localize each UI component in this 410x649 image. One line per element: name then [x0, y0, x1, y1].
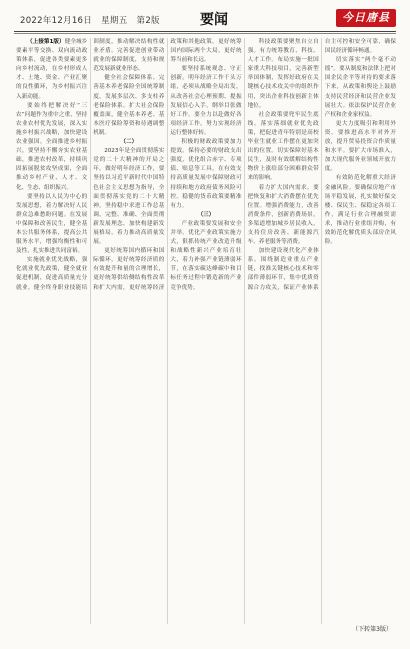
issue-weekday: 星期五 [101, 16, 128, 26]
issue-date: 2022年12月16日 [20, 16, 93, 26]
paragraph: 切实落实“两个毫不动摇”。要从制度和法律上把对国企民企平等对待的要求落下来，从政策和舆论上鼓励支持民营经济和民营企业发展壮大。依法保护民营企业产权和企业家权益。 [324, 57, 396, 118]
continued-from-tag: （上接第1版） [27, 39, 65, 45]
page-number: 第2版 [136, 16, 160, 26]
paragraph: 着力扩大国内需求。要把恢复和扩大消费摆在优先位置。增强消费能力，改善消费条件，创新消费场景。多渠道增加城乡居民收入，支持住房改善、新能源汽车、养老服务等消费。 [247, 184, 319, 246]
paragraph: 更好统筹国内循环和国际循环，更好统筹经济质的有效提升和量的合理增长，更好统筹供给侧结构性改革和扩大内需，更好统筹经济政策和其他政策，更好统筹国内国际两个大局，更好统筹当前和长远。 [93, 39, 242, 291]
paragraph: 社会政策要兜牢民生底线。落实落细就业优先政策，把促进青年特别是高校毕业生就业工作摆在更加突出的位置。切实保障好基本民生，及时有效缓解结构性物价上涨给部分困难群众带来的影响。 [247, 111, 319, 182]
paragraph: 2023年是全面贯彻落实党的二十大精神的开局之年。做好明年经济工作，要坚持以习近平新时代中国特色社会主义思想为指导，全面贯彻落实党的二十大精神，坚持稳中求进工作总基调，完整、准确、全面贯彻新发展理念，加快构建新发展格局，着力推动高质量发展。 [93, 148, 165, 246]
paragraph: （上接第1版）健全城乡要素平等交换、双向流动政策体系，促进各类要素更多向乡村流动，在乡村形成人才、土地、资金、产业汇聚的良性循环，为乡村振兴注入新动能。 [16, 39, 88, 100]
newspaper-logo: 今日唐县 [336, 9, 396, 27]
header-rule [14, 31, 396, 32]
paragraph: 加快建设现代化产业体系。围绕制造业重点产业链，找准关键核心技术和零部件薄弱环节，集中优质资源合力攻关，保证产业体系自主可控和安全可靠，确保国民经济循环畅通。 [247, 39, 396, 291]
section-title: 要闻 [200, 12, 228, 28]
paragraph: 积极的财政政策要加力提效。保持必要的财政支出强度，优化组合赤字、专项债、贴息等工具，在有效支持高质量发展中保障财政可持续和地方政府债务风险可控。稳健的货币政策要精准有力。 [170, 139, 242, 209]
paragraph: 要坚持系统观念、守正创新。明年经济工作千头万绪，必须从战略全局出发，从改善社会心理预期、提振发展信心入手，纲举目张做好工作。要全力以赴做好各项经济工作，努力实现经济运行整体好转。 [170, 66, 242, 136]
paragraph: 更大力度吸引和利用外资。要推进高水平对外开放，提升贸易投资合作质量和水平。要扩大市场准入，加大现代服务业领域开放力度。 [324, 120, 396, 173]
header-rule-thin [14, 33, 396, 34]
paragraph: 健全社会保障体系。完善基本养老保险全国统筹制度，发展多层次、多支柱养老保险体系。扩大社会保险覆盖面，健全基本养老、基本医疗保险筹资和待遇调整机制。 [93, 75, 165, 136]
article-body [16, 38, 396, 624]
section-subhead: （二） [120, 139, 138, 146]
date-line [20, 14, 166, 26]
paragraph: 科技政策要聚焦自立自强。有力统筹教育、科技、人才工作。布局实施一批国家重大科技项目，完善新型举国体制，发挥好政府在关键核心技术攻关中的组织作用，突出企业科技创新主体地位。 [247, 39, 319, 109]
paragraph: 要坚持以人民为中心的发展思想，着力解决好人民群众急难愁盼问题。在发展中保障和改善民生，健全基本公共服务体系，提高公共服务水平，增强均衡性和可及性，扎实推进共同富裕。 [16, 193, 88, 255]
continued-on-note: （下转第3版） [352, 626, 392, 633]
masthead [14, 6, 396, 34]
paragraph: 实施就业优先战略，强化就业优先政策，健全就业促进机制，促进高质量充分就业。健全终身职业技能培训制度，推动解决结构性就业矛盾。完善促进创业带动就业的保障制度，支持和规范发展新就业形态。 [16, 39, 165, 291]
paragraph: 产业政策要发展和安全并举。优化产业政策实施方式，狠抓传统产业改造升级和战略性新兴产业培育壮大，着力补强产业链薄弱环节，在落实碳达峰碳中和目标任务过程中锻造新的产业竞争优势。 [170, 220, 242, 291]
paragraph: 要始终把解决好“三农”问题作为重中之重，坚持农业农村优先发展，深入实施乡村振兴战略，加快建设农业强国。全面推进乡村振兴，要坚持不懈夯实农业基础，推进农村改革，持续巩固拓展脱贫攻坚成果，全面推动乡村产业、人才、文化、生态、组织振兴。 [16, 102, 88, 191]
paragraph: 有效防范化解重大经济金融风险。要确保房地产市场平稳发展，扎实做好保交楼、保民生、保稳定各项工作，满足行业合理融资需求，推动行业重组并购，有效防范化解优质头部房企风险。 [324, 175, 396, 246]
section-subhead: （三） [197, 211, 215, 218]
